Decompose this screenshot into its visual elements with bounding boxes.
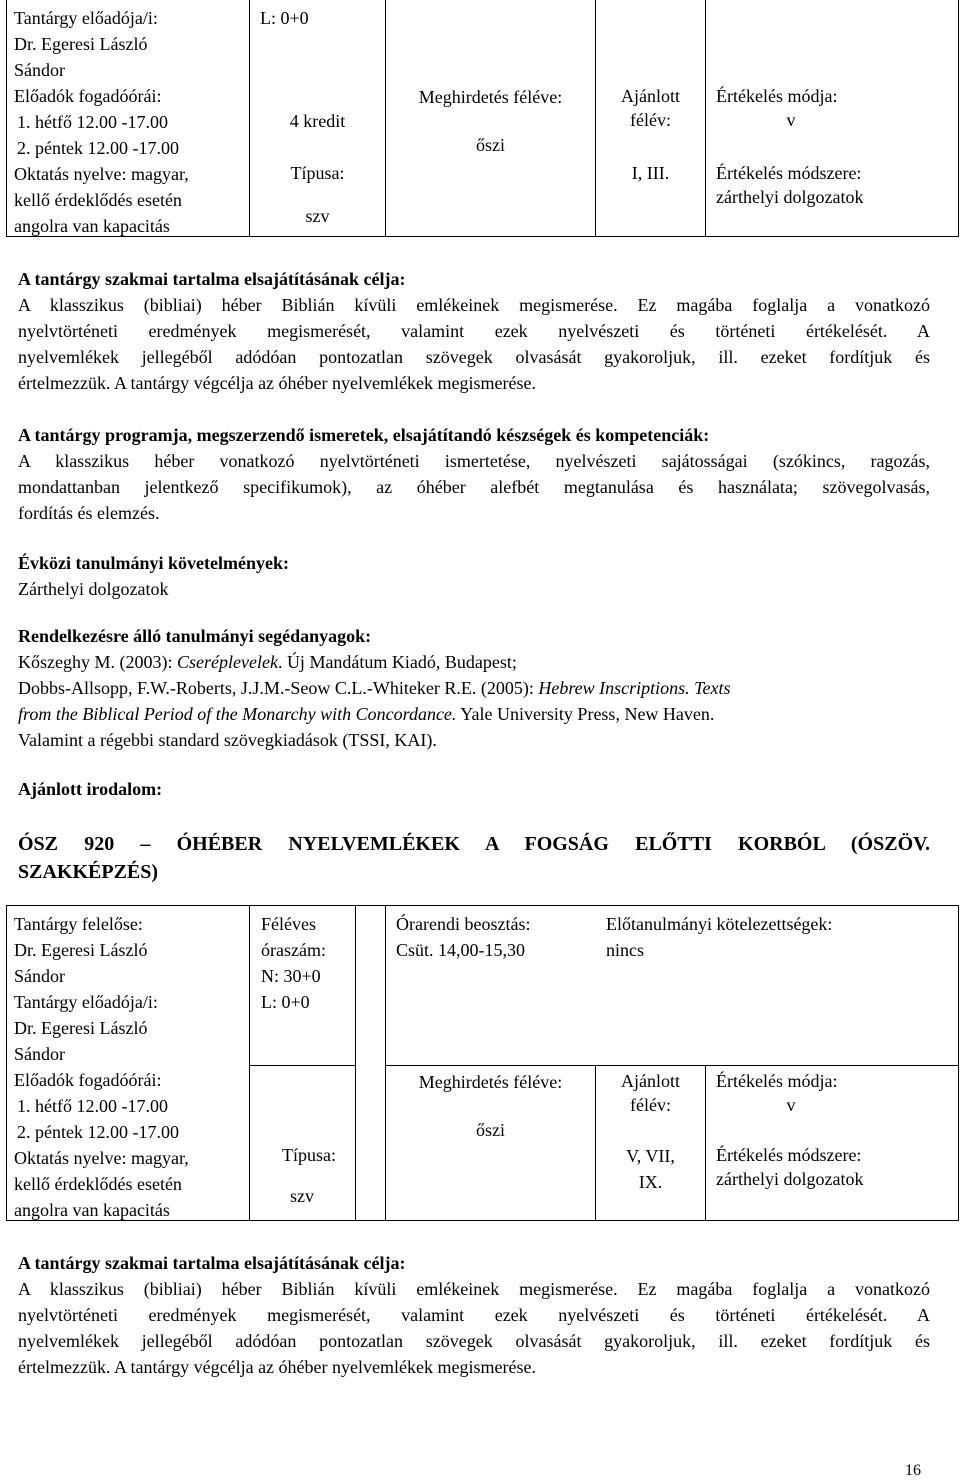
cell-line: Sándor: [14, 966, 65, 986]
requirements-text: Zárthelyi dolgozatok: [18, 579, 169, 599]
top-announce-label: Meghirdetés féléve:: [418, 87, 563, 107]
prereq-label: Előtanulmányi kötelezettségek:: [606, 914, 833, 934]
cell-line: Oktatás nyelve: magyar,: [14, 1148, 189, 1168]
cell-line: Sándor: [14, 60, 65, 80]
ref-publisher: . Új Mandátum Kiadó, Budapest;: [277, 652, 517, 672]
hours-line: L: 0+0: [261, 992, 310, 1012]
section-heading-requirements: Évközi tanulmányi követelmények:: [18, 553, 290, 573]
cell-line: Dr. Egeresi László: [14, 940, 148, 960]
eval-method-label: Értékelés módszere:: [716, 163, 862, 183]
recommended-label-line: Ajánlott: [621, 1071, 680, 1091]
top-announce-value: őszi: [476, 135, 505, 155]
recommended-value-line: IX.: [638, 1172, 663, 1192]
recommended-value-line: V, VII,: [626, 1146, 675, 1166]
ref-title: from the Biblical Period of the Monarchy with Concordance.: [18, 704, 457, 724]
section-heading-literature: Ajánlott irodalom:: [18, 779, 163, 799]
cell-line: Előadók fogadóórái:: [14, 1070, 162, 1090]
bottom-schedule-cell: [396, 911, 530, 963]
cell-line: Oktatás nyelve: magyar,: [14, 164, 189, 184]
lab-hours: L: 0+0: [260, 8, 309, 28]
hours-line: N: 30+0: [261, 966, 321, 986]
bottom-prereq-cell: [606, 911, 832, 963]
recommended-label-line: Ajánlott: [621, 86, 680, 106]
eval-method-label: Értékelés módszere:: [716, 1145, 862, 1165]
section-heading-aim-2: A tantárgy szakmai tartalma elsajátításának célja:: [18, 1253, 406, 1273]
cell-line: 2. péntek 12.00 -17.00: [17, 138, 179, 158]
cell-line: Dr. Egeresi László: [14, 1018, 148, 1038]
top-recommended-label: [596, 84, 705, 132]
paragraph-line: A klasszikus (bibliai) héber Biblián kívüli emlékeinek megismerése. Ez magába foglalja a vonatkozó: [18, 295, 930, 315]
hours-line: Féléves: [261, 914, 316, 934]
hours-line: óraszám:: [261, 940, 326, 960]
top-type-label: Típusa:: [290, 163, 345, 183]
top-credit: 4 kredit: [289, 111, 346, 131]
paragraph-line: értelmezzük. A tantárgy végcélja az óhéber nyelvemlékek megismerése.: [18, 1357, 536, 1377]
paragraph-line: A klasszikus héber vonatkozó nyelvtörténeti ismertetése, nyelvészeti sajátosságai (szókincs, ragozás,: [18, 451, 930, 471]
section-heading-materials: Rendelkezésre álló tanulmányi segédanyagok:: [18, 626, 372, 646]
cell-line: kellő érdeklődés esetén: [14, 1174, 182, 1194]
eval-mode-value: v: [786, 1095, 796, 1115]
paragraph-line: értelmezzük. A tantárgy végcélja az óhéber nyelvemlékek megismerése.: [18, 373, 536, 393]
paragraph-line: nyelvtörténeti eredmények megismerését, valamint ezek nyelvészeti és történeti értékelését. A: [18, 1305, 930, 1325]
eval-mode-label: Értékelés módja:: [716, 1071, 838, 1091]
ref-title: Cseréplevelek: [176, 652, 278, 672]
cell-line: angolra van kapacitás: [14, 1200, 170, 1220]
recommended-label-line: félév:: [630, 1095, 671, 1115]
cell-line: Sándor: [14, 1044, 65, 1064]
recommended-label-line: félév:: [630, 110, 671, 130]
paragraph-line: fordítás és elemzés.: [18, 503, 160, 523]
paragraph-line: A klasszikus (bibliai) héber Biblián kívüli emlékeinek megismerése. Ez magába foglalja a vonatkozó: [18, 1279, 930, 1299]
cell-line: Tantárgy előadója/i:: [14, 992, 158, 1012]
bottom-lecturer-cell: [14, 911, 189, 1223]
type-value: szv: [290, 1186, 314, 1206]
reference-3: Valamint a régebbi standard szövegkiadások (TSSI, KAI).: [18, 730, 437, 750]
page-number: 16: [905, 1462, 921, 1479]
bottom-announce-label: Meghirdetés féléve:: [418, 1072, 563, 1092]
course-title-line: ÓSZ 920 – ÓHÉBER NYELVEMLÉKEK A FOGSÁG ELŐTTI KORBÓL (ÓSZÖV.: [18, 833, 930, 855]
bottom-hours-cell: [261, 911, 326, 1015]
cell-line: Tantárgy felelőse:: [14, 914, 143, 934]
reference-2: [18, 675, 930, 701]
bottom-eval-cell: [716, 1069, 956, 1191]
ref-title: Hebrew Inscriptions. Texts: [538, 678, 731, 698]
reference-1: [18, 649, 930, 675]
paragraph-line: nyelvemlékek jellegéből adódóan pontozatlan szövegek olvasását gyakoroljuk, ill. ezeket fordítjuk és: [18, 347, 930, 367]
bottom-announce-value: őszi: [476, 1120, 505, 1140]
cell-line: Előadók fogadóórái:: [14, 86, 162, 106]
eval-method-value: zárthelyi dolgozatok: [716, 187, 864, 207]
bottom-recommended-value: [596, 1143, 705, 1195]
aim-paragraph-2: [18, 1276, 930, 1380]
top-recommended-value: I, III.: [631, 163, 670, 183]
aim-paragraph: [18, 292, 930, 396]
materials-list: [18, 649, 930, 753]
top-lecturer-cell: [14, 5, 189, 239]
paragraph-line: nyelvemlékek jellegéből adódóan pontozatlan szövegek olvasását gyakoroljuk, ill. ezeket fordítjuk és: [18, 1331, 930, 1351]
reference-2-cont: [18, 701, 930, 727]
paragraph-line: mondattanban jelentkező specifikumok), az óhéber alefbét megtanulása és használata; szövegolvasás,: [18, 477, 930, 497]
schedule-label: Órarendi beosztás:: [396, 914, 531, 934]
eval-method-value: zárthelyi dolgozatok: [716, 1169, 864, 1189]
cell-line: Dr. Egeresi László: [14, 34, 148, 54]
ref-publisher: Yale University Press, New Haven.: [456, 704, 715, 724]
cell-line: 2. péntek 12.00 -17.00: [17, 1122, 179, 1142]
cell-line: Tantárgy előadója/i:: [14, 8, 158, 28]
top-type-value: szv: [305, 206, 330, 226]
course-title-line: SZAKKÉPZÉS): [18, 861, 159, 883]
schedule-value: Csüt. 14,00-15,30: [396, 940, 526, 960]
eval-mode-value: v: [786, 110, 796, 130]
cell-line: 1. hétfő 12.00 -17.00: [17, 1096, 168, 1116]
section-heading-aim: A tantárgy szakmai tartalma elsajátításának célja:: [18, 269, 406, 289]
eval-mode-label: Értékelés módja:: [716, 86, 838, 106]
ref-author: Kőszeghy M. (2003):: [18, 652, 177, 672]
cell-line: 1. hétfő 12.00 -17.00: [17, 112, 168, 132]
prereq-value: nincs: [606, 940, 644, 960]
course-title: [18, 830, 930, 886]
cell-line: angolra van kapacitás: [14, 216, 170, 236]
bottom-type-cell: [250, 1142, 355, 1209]
section-heading-program: A tantárgy programja, megszerzendő ismeretek, elsajátítandó készségek és kompetenciák:: [18, 425, 710, 445]
top-eval-cell: [716, 84, 956, 209]
ref-author: Dobbs-Allsopp, F.W.-Roberts, J.J.M.-Seow C.L.-Whiteker R.E. (2005):: [18, 678, 539, 698]
type-label: Típusa:: [282, 1145, 336, 1165]
program-paragraph: [18, 448, 930, 526]
cell-line: kellő érdeklődés esetén: [14, 190, 182, 210]
bottom-recommended-label: [596, 1069, 705, 1117]
paragraph-line: nyelvtörténeti eredmények megismerését, valamint ezek nyelvészeti és történeti értékelését. A: [18, 321, 930, 341]
top-hours-cell: [250, 5, 385, 31]
